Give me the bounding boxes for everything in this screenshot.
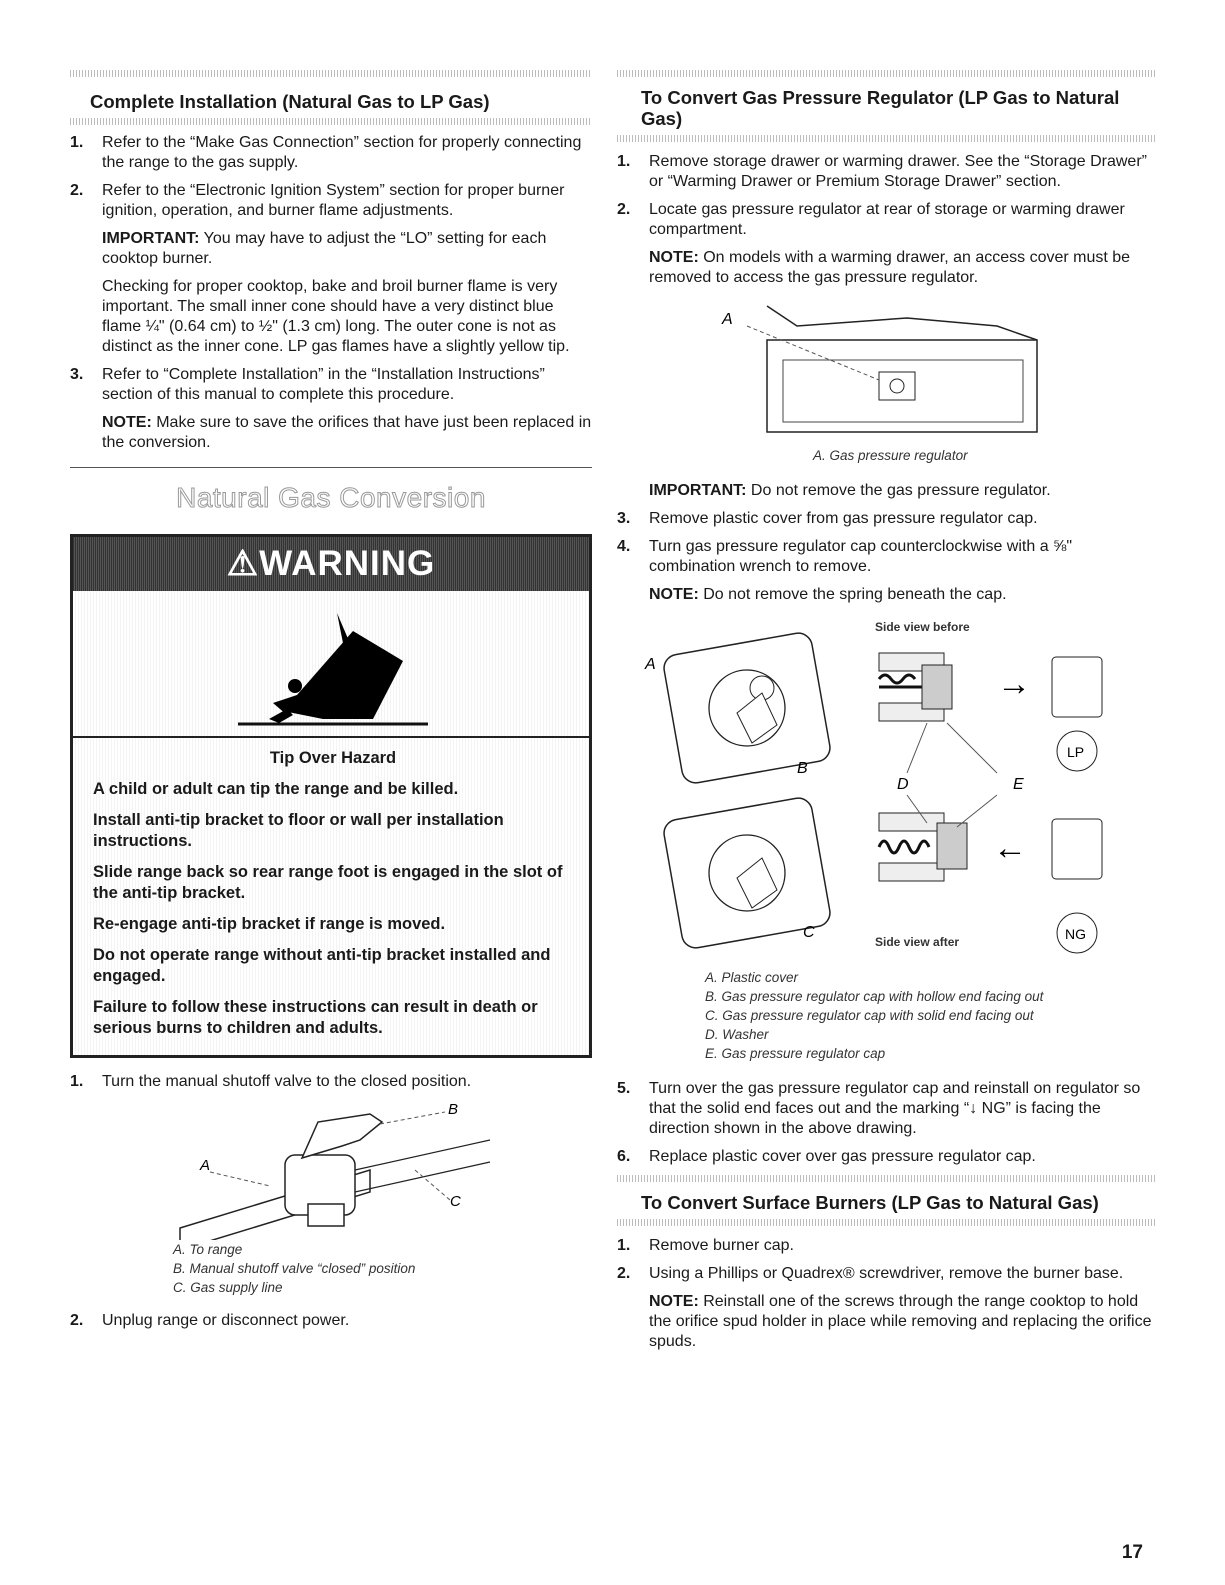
flame-check-text: Checking for proper cooktop, bake and broil burner flame is very important. The small inner cone should have a very distinct blue flame ¼" (0.64 cm) to ½" (1.3 cm) long. The outer cone is not as distinct as the inner cone. LP gas flames have a slightly yellow tip.	[102, 278, 570, 355]
valve-label-b: B	[448, 1101, 459, 1118]
section-top-rule	[617, 70, 1155, 77]
shutoff-valve-figure	[70, 1100, 592, 1240]
list-item: 2. Unplug range or disconnect power.	[70, 1312, 350, 1329]
reg-label-d: D	[897, 776, 909, 793]
list-item: 3. Refer to “Complete Installation” in the “Installation Instructions” section of this manual to complete this procedure.	[70, 366, 545, 403]
valve-captions: A. To range B. Manual shutoff valve “closed” position C. Gas supply line	[173, 1242, 416, 1295]
reg-label-e: E	[1013, 776, 1024, 793]
list-item: 5. Turn over the gas pressure regulator cap and reinstall on regulator so that the solid end faces out and the marking “↓ NG” is facing the direction shown in the above drawing.	[617, 1080, 1141, 1137]
note-text: NOTE: On models with a warming drawer, an access cover must be removed to access the gas pressure regulator.	[649, 249, 1131, 286]
drawer-caption: A. Gas pressure regulator	[813, 448, 968, 463]
section-top-rule	[617, 1175, 1155, 1182]
drawer-label-a: A	[722, 311, 733, 328]
warning-line: Slide range back so rear range foot is engaged in the slot of the anti-tip bracket.	[93, 863, 563, 902]
ng-mark: NG	[1065, 926, 1086, 942]
list-item: 1. Refer to the “Make Gas Connection” section for properly connecting the range to the gas supply.	[70, 134, 582, 171]
lp-mark: LP	[1067, 744, 1085, 760]
side-view-after-label: Side view after	[875, 935, 960, 949]
tip-over-illustration	[73, 591, 589, 738]
warning-title: Tip Over Hazard	[269, 749, 397, 767]
warning-box	[70, 534, 592, 1058]
note-text: NOTE: Reinstall one of the screws through the range cooktop to hold the orifice spud holder in place while removing and replacing the orifice spuds.	[649, 1293, 1152, 1350]
valve-label-a: A	[200, 1157, 211, 1174]
conversion-title: Natural Gas Conversion	[176, 482, 486, 513]
tip-over-icon	[73, 591, 589, 736]
warning-line: Do not operate range without anti-tip bracket installed and engaged.	[93, 946, 551, 985]
right-column	[617, 0, 1155, 1360]
note-text: NOTE: Do not remove the spring beneath the cap.	[649, 586, 1007, 603]
important-note: IMPORTANT: Do not remove the gas pressure regulator.	[649, 482, 1051, 499]
warning-text	[73, 738, 589, 1055]
section-top-rule	[70, 70, 592, 77]
warning-line: Failure to follow these instructions can result in death or serious burns to children and adults.	[93, 998, 538, 1037]
list-item: 6. Replace plastic cover over gas pressure regulator cap.	[617, 1148, 1036, 1165]
regulator-figure	[617, 613, 1155, 968]
list-item: 3. Remove plastic cover from gas pressure regulator cap.	[617, 510, 1038, 527]
side-view-before-label: Side view before	[875, 620, 970, 634]
arrow-left-icon: ←	[993, 829, 1027, 867]
section-title-gas-regulator: To Convert Gas Pressure Regulator (LP Gas to Natural Gas)	[641, 87, 1120, 129]
section-title-surface-burners: To Convert Surface Burners (LP Gas to Natural Gas)	[641, 1192, 1099, 1213]
left-column	[70, 0, 592, 1339]
warning-header: ⚠WARNING	[73, 537, 589, 591]
page-number: 17	[1121, 1542, 1143, 1563]
list-item: 2. Refer to the “Electronic Ignition System” section for proper burner ignition, operation, and burner flame adjustments.	[70, 182, 565, 219]
list-item: 1. Turn the manual shutoff valve to the closed position.	[70, 1073, 472, 1090]
list-item: 1. Remove storage drawer or warming drawer. See the “Storage Drawer” or “Warming Drawer or Premium Storage Drawer” section.	[617, 153, 1147, 190]
reg-label-a: A	[645, 656, 656, 673]
list-item: 4. Turn gas pressure regulator cap counterclockwise with a ⅝" combination wrench to remove.	[617, 538, 1073, 575]
arrow-right-icon: →	[997, 665, 1031, 703]
reg-label-b: B	[797, 760, 808, 777]
section-bottom-rule	[70, 118, 592, 125]
warning-triangle-icon: ⚠	[226, 544, 260, 583]
note-text: NOTE: Make sure to save the orifices that have just been replaced in the conversion.	[102, 414, 592, 451]
warning-line: Install anti-tip bracket to floor or wall per installation instructions.	[93, 811, 504, 850]
valve-label-c: C	[450, 1193, 461, 1210]
list-item: 2. Using a Phillips or Quadrex® screwdriver, remove the burner base.	[617, 1265, 1124, 1282]
section-bottom-rule	[617, 1219, 1155, 1226]
reg-label-c: C	[803, 924, 815, 941]
warning-line: Re-engage anti-tip bracket if range is moved.	[93, 915, 446, 933]
list-item: 2. Locate gas pressure regulator at rear of storage or warming drawer compartment.	[617, 201, 1125, 238]
regulator-captions: A. Plastic cover B. Gas pressure regulator cap with hollow end facing out C. Gas pressure regulator cap with solid end facing out D. Washer E. Gas pressure regulator cap	[705, 970, 1044, 1061]
warning-line: A child or adult can tip the range and be killed.	[93, 780, 459, 798]
important-note: IMPORTANT: You may have to adjust the “LO” setting for each cooktop burner.	[102, 230, 547, 267]
divider	[70, 467, 592, 468]
drawer-figure	[617, 296, 1155, 446]
section-title-complete-installation: Complete Installation (Natural Gas to LP Gas)	[90, 91, 490, 112]
list-item: 1. Remove burner cap.	[617, 1237, 794, 1254]
section-bottom-rule	[617, 135, 1155, 142]
